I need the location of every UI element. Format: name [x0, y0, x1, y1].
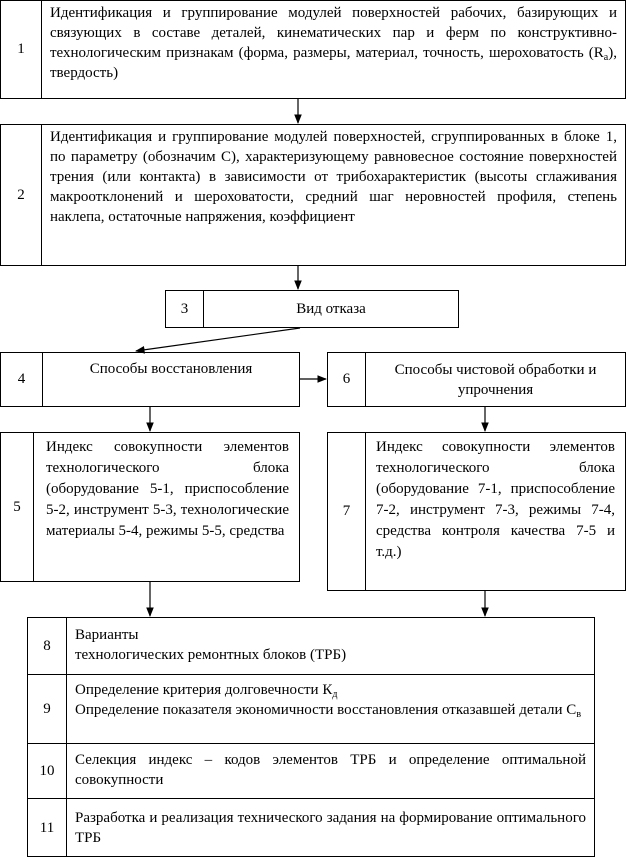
block-7-number: 7 — [328, 433, 366, 590]
block-3-number: 3 — [166, 291, 204, 327]
block-1-text-main: Идентификация и группирование модулей поверхностей рабочих, базирующих и связующих в составе деталей, кинематических пар и ферм по конструктивно-технологическим признакам (форма, размеры, материал, точность, шероховатость (R — [50, 5, 617, 61]
arrow-3-to-4 — [136, 328, 300, 351]
block-5-text: Индекс совокупности элементов технологического блока (оборудование 5-1, приспособление 5-2, инструмент 5-3, технологические материалы 5-4, режимы 5-5, средства — [46, 439, 289, 539]
table-row-11-text: Разработка и реализация технического задания на формирование оптимального ТРБ — [75, 810, 586, 846]
table-row-11-number: 11 — [28, 799, 67, 857]
table-row-8-line2: технологических ремонтных блоков (ТРБ) — [75, 647, 347, 663]
block-2-number: 2 — [1, 125, 42, 265]
table-row-9-number: 9 — [28, 675, 67, 743]
block-4-text: Способы восстановления — [89, 361, 253, 377]
table-row-8-number: 8 — [28, 618, 67, 674]
block-7-text: Индекс совокупности элементов технологического блока (оборудование 7-1, приспособление 7-2, инструмент 7-3, режимы 7-4, средства контроля качества 7-5 и т.д.) — [376, 439, 615, 560]
table-row-8-line1: Варианты — [75, 627, 139, 643]
table-row-10-number: 10 — [28, 744, 67, 798]
block-5-number: 5 — [1, 433, 34, 581]
block-1-text-tail: ), твердость) — [50, 45, 617, 81]
table-row-9-line2-main: Определение показателя экономичности восстановления отказавшей детали С — [75, 702, 577, 718]
block-6-number: 6 — [328, 353, 366, 406]
block-4-number: 4 — [1, 353, 43, 406]
table-row-9-line1-main: Определение критерия долговечности К — [75, 682, 333, 698]
table-row-9-line1-subscript: д — [332, 689, 338, 700]
block-3-text: Вид отказа — [296, 301, 366, 317]
table-row-9-line2-subscript: в — [576, 709, 582, 720]
table-row-10-text: Селекция индекс – кодов элементов ТРБ и определение оптимальной совокупности — [75, 752, 586, 788]
block-6-text: Способы чистовой обработки и упрочнения — [394, 361, 597, 398]
block-2-text: Идентификация и группирование модулей поверхностей, сгруппированных в блоке 1, по параметру (обозначим С), характеризующему равновесное состояние поверхностей трения (или контакта) в зависимости от трибохарактеристик (высоты сглаживания макроотклонений и шероховатости, средний шаг неровностей профиля, степень наклепа, остаточные напряжения, коэффициент — [50, 129, 617, 225]
block-1-text-subscript: a — [603, 52, 609, 63]
block-1-number: 1 — [1, 1, 42, 98]
